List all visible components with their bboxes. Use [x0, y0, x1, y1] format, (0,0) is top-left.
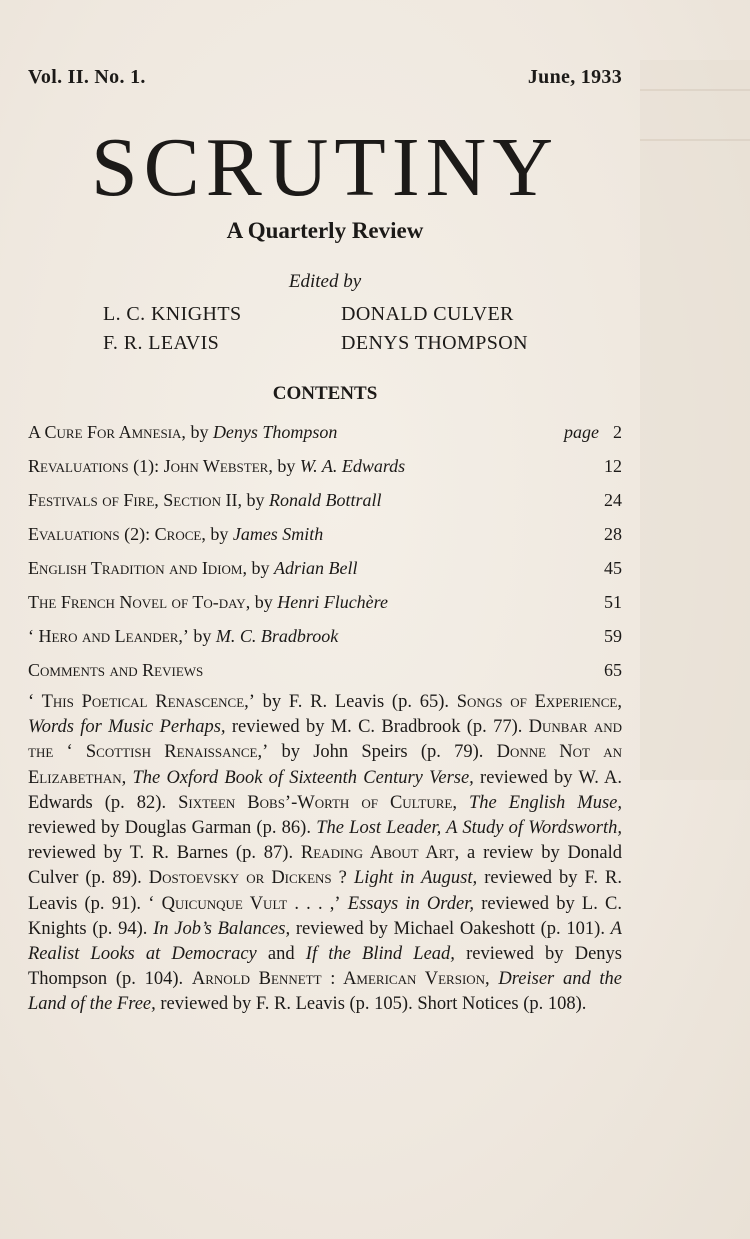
review-text: reviewed by L. C. Knights (p. 94).: [28, 893, 623, 939]
toc-entry-author: Denys Thompson: [212, 422, 338, 442]
volume-number: Vol. II. No. 1.: [28, 66, 146, 88]
toc-entry-by: by: [246, 558, 274, 578]
toc-entry: [28, 558, 622, 592]
table-of-contents: [28, 422, 622, 694]
toc-entry-by: by: [250, 592, 278, 612]
review-text: by F. R. Leavis (p. 65).: [254, 692, 457, 712]
toc-entry: [28, 660, 622, 694]
review-text: reviewed by F. R. Leavis (p. 91).: [28, 868, 622, 914]
toc-entry: [28, 422, 622, 456]
review-text: [457, 793, 469, 813]
toc-entry-title: The French Novel of To-day,: [28, 592, 251, 612]
toc-entry-title: A Cure For Amnesia,: [28, 422, 186, 442]
toc-entry-title: Festivals of Fire, Section II,: [28, 490, 242, 510]
issue-header: [28, 66, 622, 89]
review-title: Sixteen Bobs’-Worth of Culture,: [178, 792, 457, 813]
review-text: and: [256, 944, 306, 965]
toc-entry: [28, 626, 622, 660]
toc-entry-page: 59: [604, 626, 622, 646]
toc-entry-by: by: [241, 490, 269, 510]
toc-entry-page: 28: [604, 524, 622, 544]
review-text: a review by Donald Culver (p. 89).: [28, 843, 623, 889]
journal-title: SCRUTINY: [90, 121, 560, 214]
toc-entry-title: English Tradition and Idiom,: [28, 558, 247, 578]
editor-name: DENYS THOMPSON: [341, 332, 528, 354]
toc-entry-by: by: [188, 626, 216, 646]
toc-entry-page: 65: [604, 660, 622, 680]
toc-entry-title: Revaluations (1): John Webster,: [28, 456, 273, 476]
issue-date: June, 1933: [527, 66, 622, 88]
contents-heading: CONTENTS: [272, 383, 378, 404]
review-text: reviewed by M. C. Bradbrook (p. 77).: [225, 717, 529, 738]
review-title: Reading About Art,: [300, 843, 460, 864]
review-book-title: Words for Music Perhaps,: [28, 717, 226, 738]
review-book-title: The English Muse,: [469, 792, 623, 813]
editors-list: [103, 303, 563, 355]
review-text: reviewed by Denys Thompson (p. 104).: [28, 944, 622, 990]
toc-entry: [28, 524, 622, 558]
toc-entry-page: 24: [604, 490, 622, 510]
review-book-title: If the Blind Lead,: [305, 944, 455, 965]
review-book-title: Dreiser and the Land of the Free,: [28, 969, 623, 1015]
review-text: reviewed by Douglas Garman (p. 86).: [28, 818, 317, 839]
review-book-title: The Lost Leader, A Study of Wordsworth,: [316, 818, 623, 839]
toc-entry-author: Adrian Bell: [273, 558, 358, 578]
editor-name: DONALD CULVER: [341, 303, 514, 325]
review-text: [347, 868, 354, 888]
review-book-title: Light in August,: [353, 868, 478, 889]
review-title: Arnold Bennett : American Version,: [191, 969, 490, 990]
review-text: reviewed by F. R. Leavis (p. 105). Short Notices (p. 108).: [155, 994, 587, 1015]
toc-entry-title: Comments and Reviews: [28, 660, 204, 680]
journal-subtitle: A Quarterly Review: [226, 218, 424, 243]
editor-name: L. C. KNIGHTS: [103, 303, 242, 325]
page-label: page: [564, 422, 599, 442]
review-text: reviewed by T. R. Barnes (p. 87).: [28, 843, 301, 864]
review-book-title: In Job’s Balances,: [153, 918, 291, 939]
toc-entry-author: Henri Fluchère: [277, 592, 388, 612]
toc-entry-page: 2: [613, 422, 622, 442]
toc-entry-author: Ronald Bottrall: [268, 490, 382, 510]
toc-entry-page: 45: [604, 558, 622, 578]
review-text: by John Speirs (p. 79).: [268, 742, 497, 763]
toc-entry-by: by: [272, 456, 300, 476]
reviews-paragraph: [28, 690, 622, 1018]
editor-name: F. R. LEAVIS: [103, 332, 220, 354]
toc-entry-page: 12: [604, 456, 622, 476]
review-title: Dostoevsky or Dickens ?: [148, 868, 347, 889]
toc-entry-author: M. C. Bradbrook: [215, 626, 339, 646]
review-title: Dunbar and the ‘ Scottish Renaissance,’: [28, 717, 622, 763]
toc-entry: [28, 456, 622, 490]
toc-entry-by: by: [185, 422, 213, 442]
review-title: ‘ Quicunque Vult . . . ,’: [148, 893, 341, 914]
toc-entry-page: 51: [604, 592, 622, 612]
toc-entry-author: W. A. Edwards: [299, 456, 406, 476]
review-text: [341, 894, 348, 914]
review-book-title: Essays in Order,: [347, 893, 475, 914]
toc-entry: [28, 490, 622, 524]
toc-entry-author: James Smith: [232, 524, 324, 544]
toc-entry-by: by: [205, 524, 233, 544]
edited-by-label: Edited by: [288, 271, 362, 292]
review-title: ‘ This Poetical Renascence,’: [28, 692, 255, 712]
review-title: Donne Not an Elizabethan,: [28, 742, 622, 788]
toc-entry-title: ‘ Hero and Leander,’: [28, 626, 189, 646]
review-text: reviewed by W. A. Edwards (p. 82).: [28, 767, 623, 813]
review-text: reviewed by Michael Oakeshott (p. 101).: [290, 918, 611, 939]
review-title: Songs of Experience,: [456, 692, 622, 712]
toc-entry-title: Evaluations (2): Croce,: [28, 524, 206, 544]
review-book-title: A Realist Looks at Democracy: [28, 918, 622, 965]
toc-entry: [28, 592, 622, 626]
review-book-title: The Oxford Book of Sixteenth Century Verse,: [132, 767, 474, 788]
